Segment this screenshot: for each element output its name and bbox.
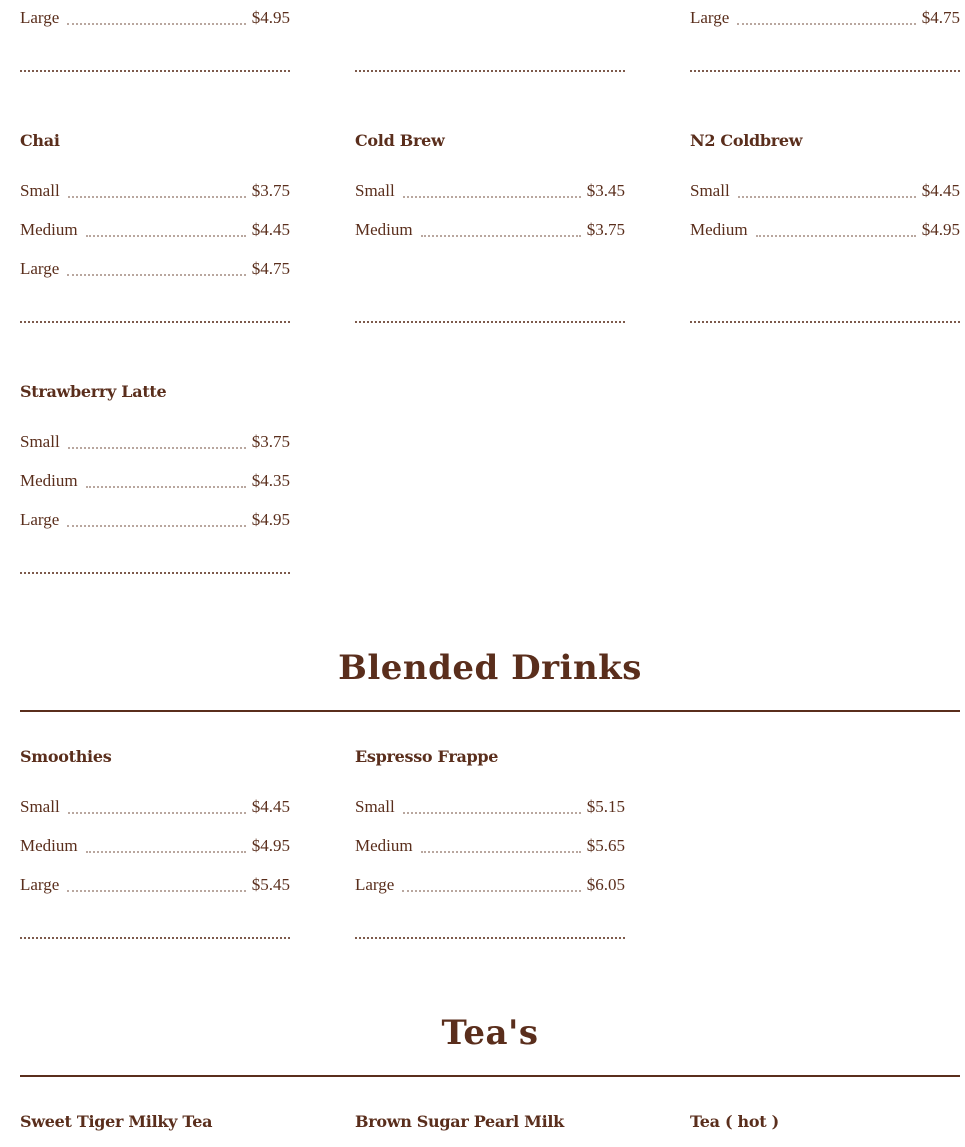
item-title: Sweet Tiger Milky Tea xyxy=(20,1112,213,1131)
price-line xyxy=(20,220,290,242)
price-line xyxy=(690,181,960,203)
size-label: Large xyxy=(690,8,730,27)
item-separator xyxy=(355,937,625,939)
size-label: Small xyxy=(690,181,730,200)
price-value: $4.95 xyxy=(251,510,290,529)
item-separator xyxy=(20,937,290,939)
price-value: $3.45 xyxy=(586,181,625,200)
price-value: $3.75 xyxy=(586,220,625,239)
price-value: $4.75 xyxy=(921,8,960,27)
size-label: Small xyxy=(355,181,395,200)
dot-leader xyxy=(67,274,245,276)
price-value: $4.75 xyxy=(251,259,290,278)
price-line xyxy=(20,875,290,897)
size-label: Large xyxy=(20,510,60,529)
item-separator xyxy=(20,70,290,72)
dot-leader xyxy=(756,235,916,237)
price-value: $4.35 xyxy=(251,471,290,490)
size-label: Medium xyxy=(355,220,413,239)
section-title-teas: Tea's xyxy=(441,1013,539,1053)
dot-leader xyxy=(68,812,246,814)
size-label: Large xyxy=(20,875,60,894)
dot-leader xyxy=(67,525,245,527)
size-label: Medium xyxy=(20,836,78,855)
price-line xyxy=(355,836,625,858)
item-title: Cold Brew xyxy=(355,131,445,150)
size-label: Medium xyxy=(20,220,78,239)
price-line xyxy=(20,797,290,819)
size-label: Medium xyxy=(355,836,413,855)
dot-leader xyxy=(738,196,916,198)
item-title: Chai xyxy=(20,131,60,150)
dot-leader xyxy=(86,851,246,853)
dot-leader xyxy=(67,890,245,892)
item-title: N2 Coldbrew xyxy=(690,131,803,150)
price-value: $6.05 xyxy=(586,875,625,894)
price-line xyxy=(690,8,960,30)
dot-leader xyxy=(737,23,915,25)
dot-leader xyxy=(68,447,246,449)
size-label: Small xyxy=(20,797,60,816)
item-separator xyxy=(20,572,290,574)
section-divider xyxy=(20,1075,960,1077)
section-divider xyxy=(20,710,960,712)
price-value: $4.95 xyxy=(251,8,290,27)
price-value: $4.45 xyxy=(251,220,290,239)
price-value: $5.45 xyxy=(251,875,290,894)
dot-leader xyxy=(67,23,245,25)
price-line xyxy=(20,432,290,454)
price-value: $4.95 xyxy=(251,836,290,855)
size-label: Large xyxy=(355,875,395,894)
price-line xyxy=(20,836,290,858)
price-line xyxy=(20,510,290,532)
item-title: Brown Sugar Pearl Milk xyxy=(355,1112,564,1131)
price-value: $4.45 xyxy=(921,181,960,200)
price-value: $4.45 xyxy=(251,797,290,816)
size-label: Small xyxy=(20,181,60,200)
price-value: $4.95 xyxy=(921,220,960,239)
item-separator xyxy=(355,70,625,72)
item-separator xyxy=(355,321,625,323)
size-label: Medium xyxy=(690,220,748,239)
dot-leader xyxy=(421,851,581,853)
dot-leader xyxy=(403,812,581,814)
size-label: Small xyxy=(355,797,395,816)
price-line xyxy=(20,471,290,493)
price-line xyxy=(20,259,290,281)
size-label: Large xyxy=(20,8,60,27)
item-title: Espresso Frappe xyxy=(355,747,499,766)
size-label: Small xyxy=(20,432,60,451)
dot-leader xyxy=(402,890,580,892)
price-line xyxy=(690,220,960,242)
price-line xyxy=(20,181,290,203)
size-label: Medium xyxy=(20,471,78,490)
item-title: Smoothies xyxy=(20,747,112,766)
item-separator xyxy=(690,321,960,323)
item-separator xyxy=(20,321,290,323)
dot-leader xyxy=(86,235,246,237)
price-line xyxy=(355,875,625,897)
dot-leader xyxy=(68,196,246,198)
price-line xyxy=(20,8,290,30)
item-separator xyxy=(690,70,960,72)
dot-leader xyxy=(86,486,246,488)
price-value: $5.15 xyxy=(586,797,625,816)
dot-leader xyxy=(421,235,581,237)
price-value: $3.75 xyxy=(251,181,290,200)
price-value: $3.75 xyxy=(251,432,290,451)
price-line xyxy=(355,181,625,203)
section-title-blended-drinks: Blended Drinks xyxy=(338,648,642,688)
item-title: Tea ( hot ) xyxy=(690,1112,779,1131)
item-title: Strawberry Latte xyxy=(20,382,167,401)
dot-leader xyxy=(403,196,581,198)
price-line xyxy=(355,220,625,242)
price-line xyxy=(355,797,625,819)
price-value: $5.65 xyxy=(586,836,625,855)
size-label: Large xyxy=(20,259,60,278)
